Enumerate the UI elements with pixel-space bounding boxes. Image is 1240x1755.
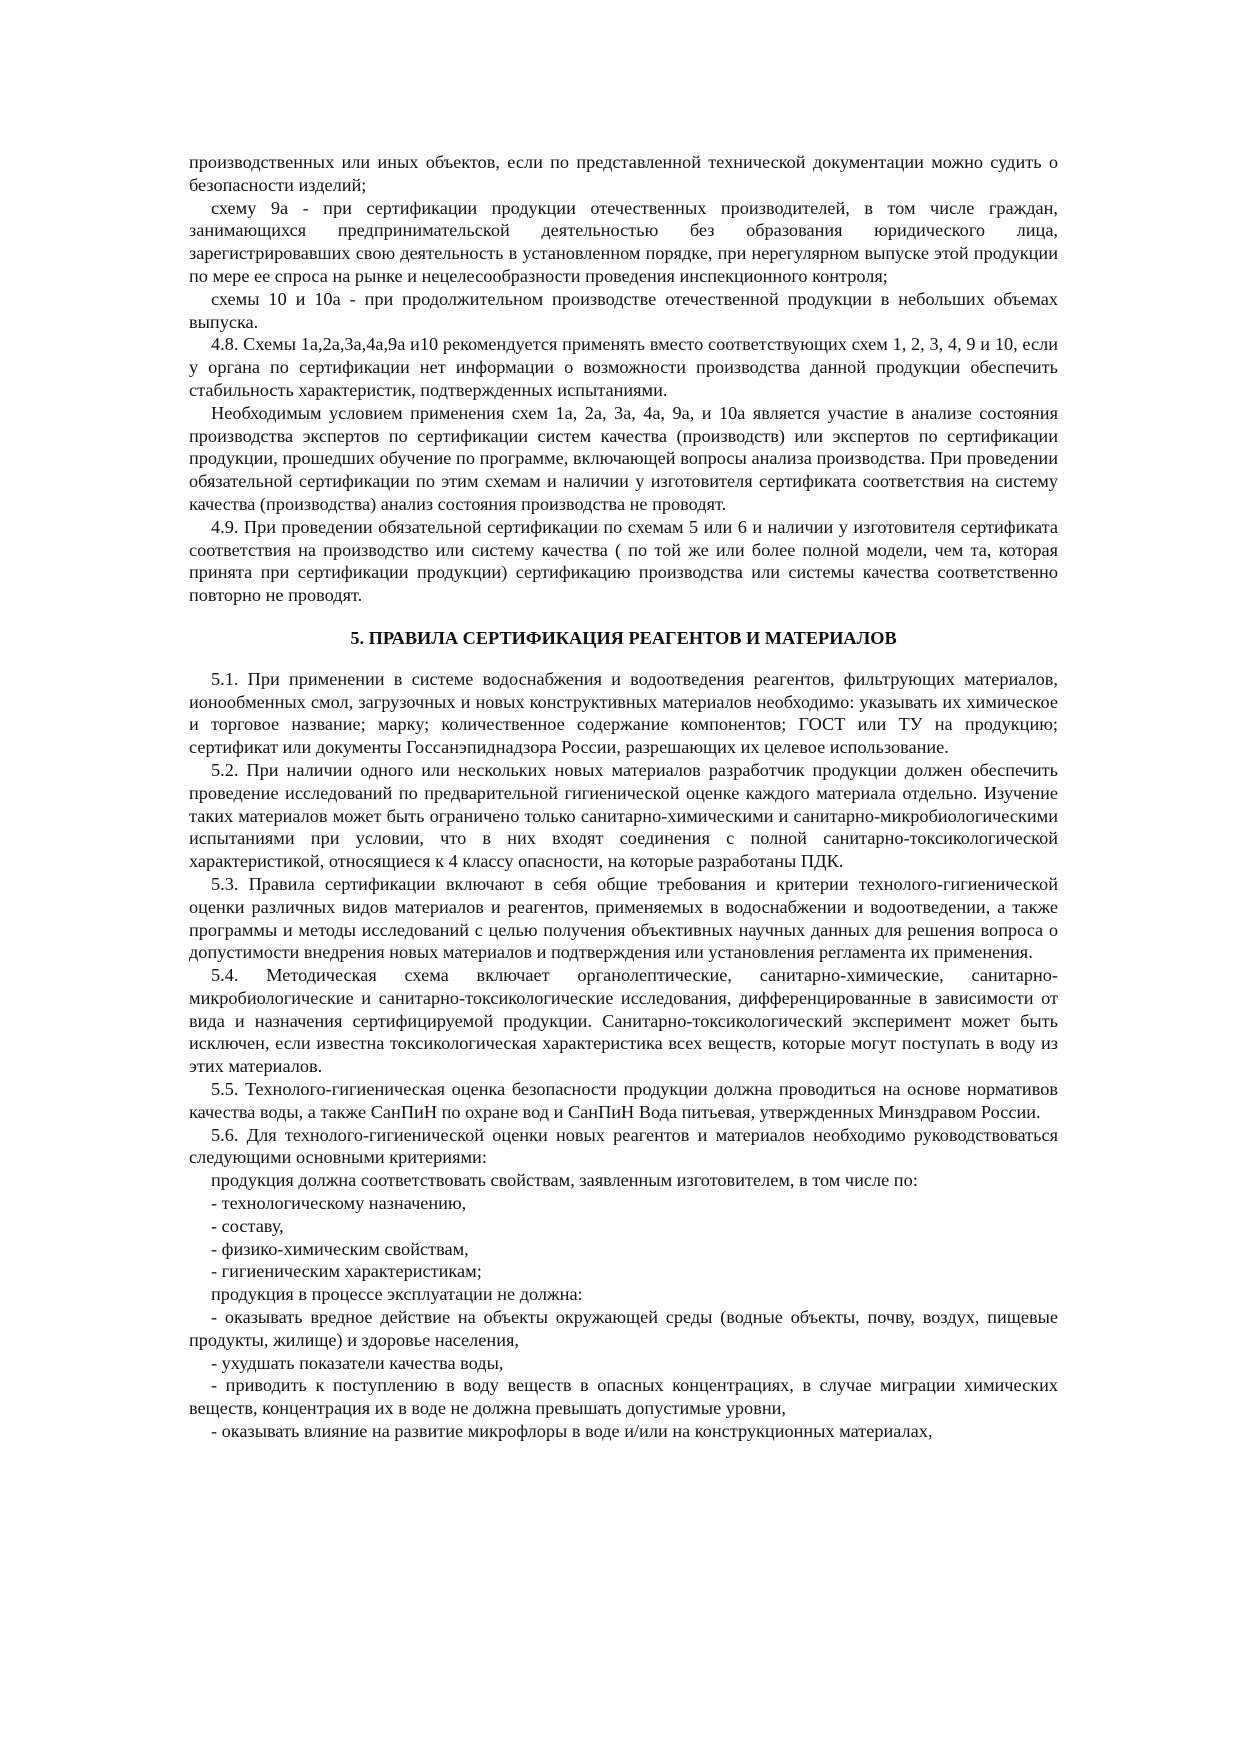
paragraph-condition: Необходимым условием применения схем 1а, 2а, 3а, 4а, 9а, и 10а является участие в анализе состояния производства экспертов по сертификации систем качества (производств) или экспертов по сертификации продукции, прошедших обучение по программе, включающей вопросы анализа производства. При проведении обязательной сертификации по этим схемам и наличии у изготовителя сертификата соответствия на систему качества (производства) анализ состояния производства не проводят. [189,402,1058,514]
paragraph-scheme-9a: схему 9а - при сертификации продукции отечественных производителей, в том числе граждан, занимающихся предпринимательской деятельностью без образования юридического лица, зарегистрировавших свою деятельность в установленном порядке, при нерегулярном выпуске этой продукции по мере ее спроса на рынке и нецелесообразности проведения инспекционного контроля; [189,197,1058,286]
spacer [189,607,1058,627]
list-item: - составу, [211,1215,284,1236]
list-item: - технологическому назначению, [211,1193,467,1214]
paragraph-4-8: 4.8. Схемы 1а,2а,3а,4а,9а и10 рекомендуется применять вместо соответствующих схем 1, 2, 3, 4, 9 и 10, если у органа по сертификации нет информации о возможности производства данной продукции обеспечить стабильность характеристик, подтвержденных испытаниями. [189,334,1058,400]
paragraph-5-5: 5.5. Технолого-гигиеническая оценка безопасности продукции должна проводиться на основе нормативов качества воды, а также СанПиН по охране вод и СанПиН Вода питьевая, утвержденных Минздравом России. [189,1079,1058,1122]
paragraph-5-4: 5.4. Методическая схема включает органолептические, санитарно-химические, санитарно-микробиологические и санитарно-токсикологические исследования, дифференцированные в зависимости от вида и назначения сертифицируемой продукции. Санитарно-токсикологический эксперимент может быть исключен, если известна токсикологическая характеристика всех веществ, которые могут поступать в воду из этих материалов. [189,965,1058,1077]
spacer [189,650,1058,668]
list-item: - физико-химическим свойствам, [211,1238,469,1259]
paragraph-criteria-intro: продукция должна соответствовать свойствам, заявленным изготовителем, в том числе по: [211,1170,918,1191]
paragraph-5-3: 5.3. Правила сертификации включают в себя общие требования и критерии технолого-гигиенической оценки различных видов материалов и реагентов, применяемых в водоснабжении и водоотведении, а также программы и методы исследований с целью получения объективных научных данных для решения вопроса о допустимости внедрения новых материалов и подтверждения или установления регламента их применения. [189,873,1058,963]
list-item: - оказывать вредное действие на объекты окружающей среды (водные объекты, почву, воздух, пищевые продукты, жилище) и здоровье населения, [189,1307,1058,1350]
paragraph-continuation: производственных или иных объектов, если по представленной технической документации можно судить о безопасности изделий; [189,152,1058,195]
document-page [189,151,1058,1443]
list-item: - гигиеническим характеристикам; [211,1261,482,1282]
paragraph-scheme-10: схемы 10 и 10а - при продолжительном производстве отечественной продукции в небольших объемах выпуска. [189,288,1058,332]
list-item: - оказывать влияние на развитие микрофлоры в воде и/или на конструкционных материалах, [211,1421,933,1442]
list-item: - ухудшать показатели качества воды, [211,1352,504,1373]
section-title: 5. ПРАВИЛА СЕРТИФИКАЦИЯ РЕАГЕНТОВ И МАТЕРИАЛОВ [350,627,897,648]
paragraph-5-1: 5.1. При применении в системе водоснабжения и водоотведения реагентов, фильтрующих материалов, ионообменных смол, загрузочных и новых конструктивных материалов необходимо: указывать их химическое и торговое название; марку; количественное содержание компонентов; ГОСТ или ТУ на продукцию; сертификат или документы Госсанэпиднадзора России, разрешающих их целевое использование. [189,668,1058,758]
paragraph-4-9: 4.9. При проведении обязательной сертификации по схемам 5 или 6 и наличии у изготовителя сертификата соответствия на производство или систему качества ( по той же или более полной модели, чем та, которая принята при сертификации продукции) сертификацию производства или системы качества соответственно повторно не проводят. [189,516,1058,606]
paragraph-5-6: 5.6. Для технолого-гигиенической оценки новых реагентов и материалов необходимо руководствоваться следующими основными критериями: [189,1124,1058,1168]
paragraph-5-2: 5.2. При наличии одного или нескольких новых материалов разработчик продукции должен обеспечить проведение исследований по предварительной гигиенической оценке каждого материала отдельно. Изучение таких материалов может быть ограничено только санитарно-химическими и санитарно-микробиологическими испытаниями при условии, что в них входят соединения с полной санитарно-токсикологической характеристикой, относящиеся к 4 классу опасности, на которые разработаны ПДК. [189,759,1058,872]
paragraph-restrictions-intro: продукция в процессе эксплуатации не должна: [211,1284,583,1305]
list-item: - приводить к поступлению в воду веществ в опасных концентрациях, в случае миграции химических веществ, концентрация их в воде не должна превышать допустимые уровни, [189,1375,1058,1419]
